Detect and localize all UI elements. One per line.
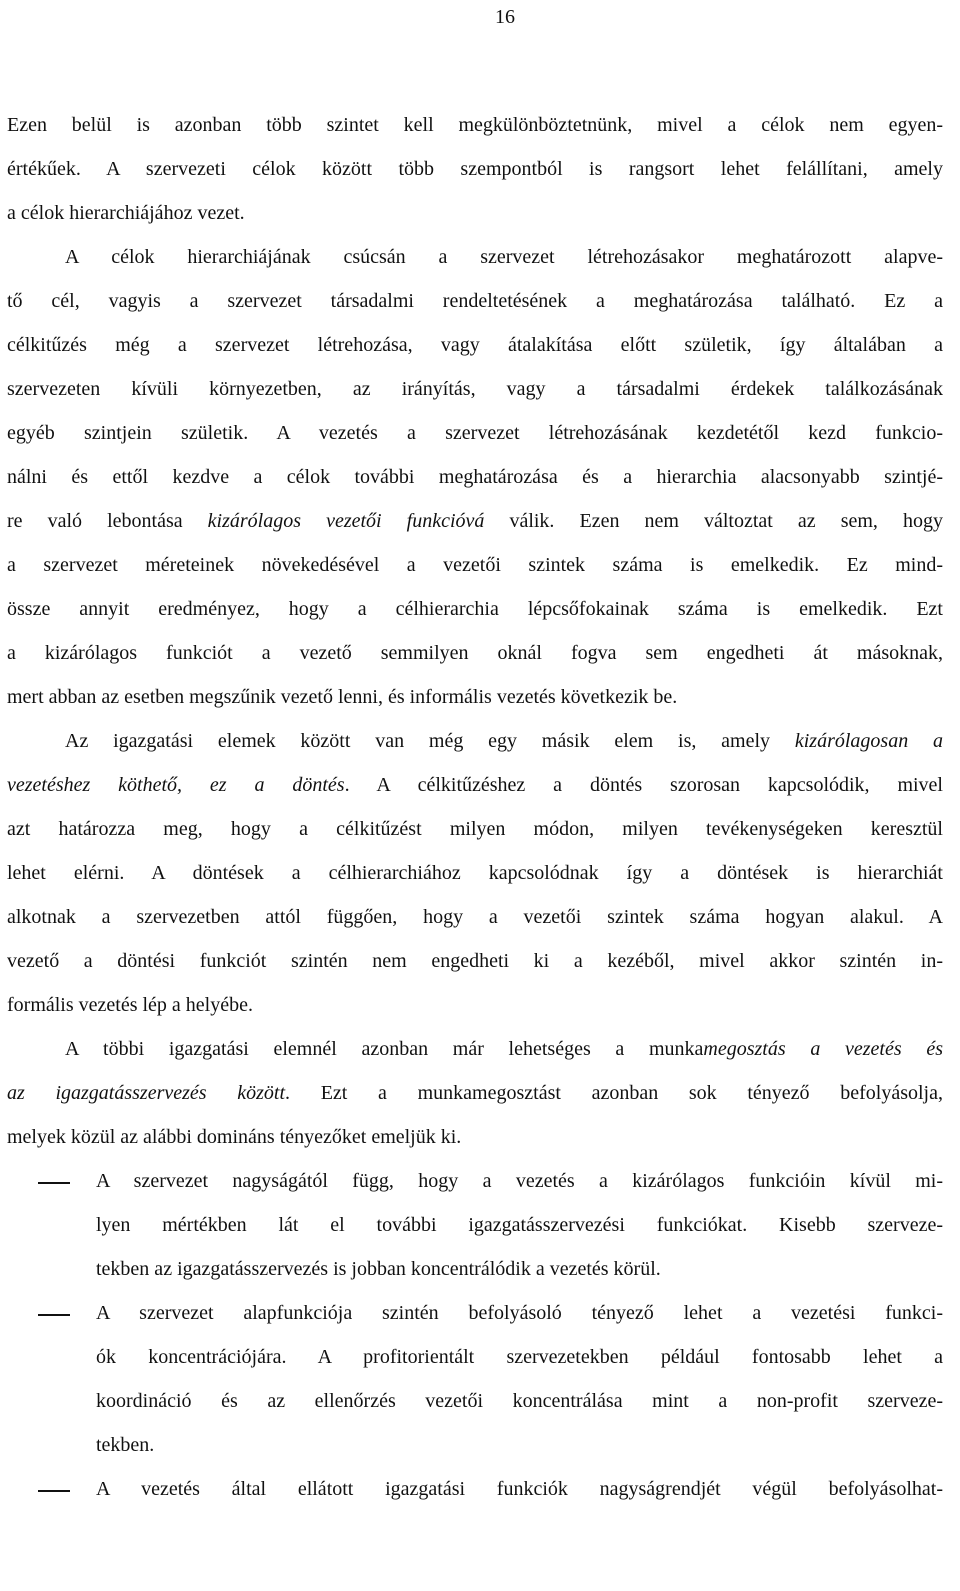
paragraph-2-line-11: mert abban az esetben megszűnik vezető lenni, és informális vezetés következik be. xyxy=(7,686,678,708)
page-number: 16 xyxy=(495,6,515,28)
paragraph-2-line-7 xyxy=(7,508,943,534)
paragraph-4-line-2 xyxy=(7,1080,943,1106)
list-item-2-line-3: koordináció és az ellenőrzés vezetői koncentrálása mint a non-profit szerveze- xyxy=(96,1390,943,1412)
paragraph-4-line-3: melyek közül az alábbi domináns tényezőket emeljük ki. xyxy=(7,1126,462,1148)
paragraph-2-line-1: A célok hierarchiájának csúcsán a szervezet létrehozásakor meghatározott alapve- xyxy=(65,246,943,268)
paragraph-3-line-4: lehet elérni. A döntések a célhierarchiához kapcsolódnak így a döntések is hierarchiát xyxy=(7,862,943,884)
paragraph-2-line-5: egyéb szintjein születik. A vezetés a szervezet létrehozásának kezdetétől kezd funkcio- xyxy=(7,422,943,444)
paragraph-3-line-7: formális vezetés lép a helyébe. xyxy=(7,994,253,1016)
paragraph-1-line-3: a célok hierarchiájához vezet. xyxy=(7,202,245,224)
dash-bullet xyxy=(38,1314,70,1316)
paragraph-3-line-1 xyxy=(65,728,943,754)
italic-emphasis: kizárólagosan a xyxy=(794,730,943,752)
paragraph-3-line-5: alkotnak a szervezetben attól függően, hogy a vezetői szintek száma hogyan alakul. A xyxy=(7,906,943,928)
text-run: válik. Ezen nem változtat az sem, hogy xyxy=(484,510,943,532)
list-item-1-line-3: tekben az igazgatásszervezés is jobban koncentrálódik a vezetés körül. xyxy=(96,1258,661,1280)
paragraph-2-line-8: a szervezet méreteinek növekedésével a vezetői szintek száma is emelkedik. Ez mind- xyxy=(7,554,943,576)
paragraph-2-line-10: a kizárólagos funkciót a vezető semmilyen oknál fogva sem engedheti át másoknak, xyxy=(7,642,943,664)
list-item-3-line-1: A vezetés által ellátott igazgatási funkciók nagyságrendjét végül befolyásolhat- xyxy=(96,1478,943,1500)
list-item-1-line-2: lyen mértékben lát el további igazgatásszervezési funkciókat. Kisebb szerveze- xyxy=(96,1214,943,1236)
dash-bullet xyxy=(38,1490,70,1492)
dash-bullet xyxy=(38,1182,70,1184)
list-item-2-line-1: A szervezet alapfunkciója szintén befolyásoló tényező lehet a vezetési funkci- xyxy=(96,1302,943,1324)
paragraph-2-line-6: nálni és ettől kezdve a célok további meghatározása és a hierarchia alacsonyabb szintjé- xyxy=(7,466,943,488)
text-run: . Ezt a munkamegosztást azonban sok tényező befolyásolja, xyxy=(285,1082,943,1104)
list-item-2-line-2: ók koncentrációjára. A profitorientált szervezetekben például fontosabb lehet a xyxy=(96,1346,943,1368)
text-run: Az igazgatási elemek között van még egy másik elem is, amely xyxy=(65,730,795,752)
paragraph-3-line-2 xyxy=(7,772,943,798)
paragraph-3-line-6: vezető a döntési funkciót szintén nem engedheti ki a kezéből, mivel akkor szintén in- xyxy=(7,950,943,972)
paragraph-2-line-3: célkitűzés még a szervezet létrehozása, vagy átalakítása előtt születik, így általában a xyxy=(7,334,943,356)
list-item-2-line-4: tekben. xyxy=(96,1434,155,1456)
paragraph-1-line-2: értékűek. A szervezeti célok között több szempontból is rangsort lehet felállítani, amely xyxy=(7,158,943,180)
text-run: A többi igazgatási elemnél azonban már lehetséges a munka xyxy=(65,1038,704,1060)
paragraph-2-line-4: szervezeten kívüli környezetben, az irányítás, vagy a társadalmi érdekek találkozásának xyxy=(7,378,943,400)
italic-emphasis: kizárólagos vezetői funkcióvá xyxy=(207,510,485,532)
paragraph-3-line-3: azt határozza meg, hogy a célkitűzést milyen módon, milyen tevékenységeken keresztül xyxy=(7,818,943,840)
text-run: re való lebontása xyxy=(7,510,208,532)
paragraph-2-line-2: tő cél, vagyis a szervezet társadalmi rendeltetésének a meghatározása található. Ez a xyxy=(7,290,943,312)
paragraph-1-line-1: Ezen belül is azonban több szintet kell megkülönböztetnünk, mivel a célok nem egyen- xyxy=(7,114,943,136)
paragraph-2-line-9: össze annyit eredményez, hogy a célhierarchia lépcsőfokainak száma is emelkedik. Ezt xyxy=(7,598,943,620)
text-run: . A célkitűzéshez a döntés szorosan kapcsolódik, mivel xyxy=(344,774,943,796)
list-item-1-line-1: A szervezet nagyságától függ, hogy a vezetés a kizárólagos funkcióin kívül mi- xyxy=(96,1170,943,1192)
italic-emphasis: az igazgatásszervezés között xyxy=(7,1082,286,1104)
paragraph-4-line-1 xyxy=(65,1036,943,1062)
italic-emphasis: megosztás a vezetés és xyxy=(703,1038,943,1060)
italic-emphasis: vezetéshez köthető, ez a döntés xyxy=(7,774,345,796)
